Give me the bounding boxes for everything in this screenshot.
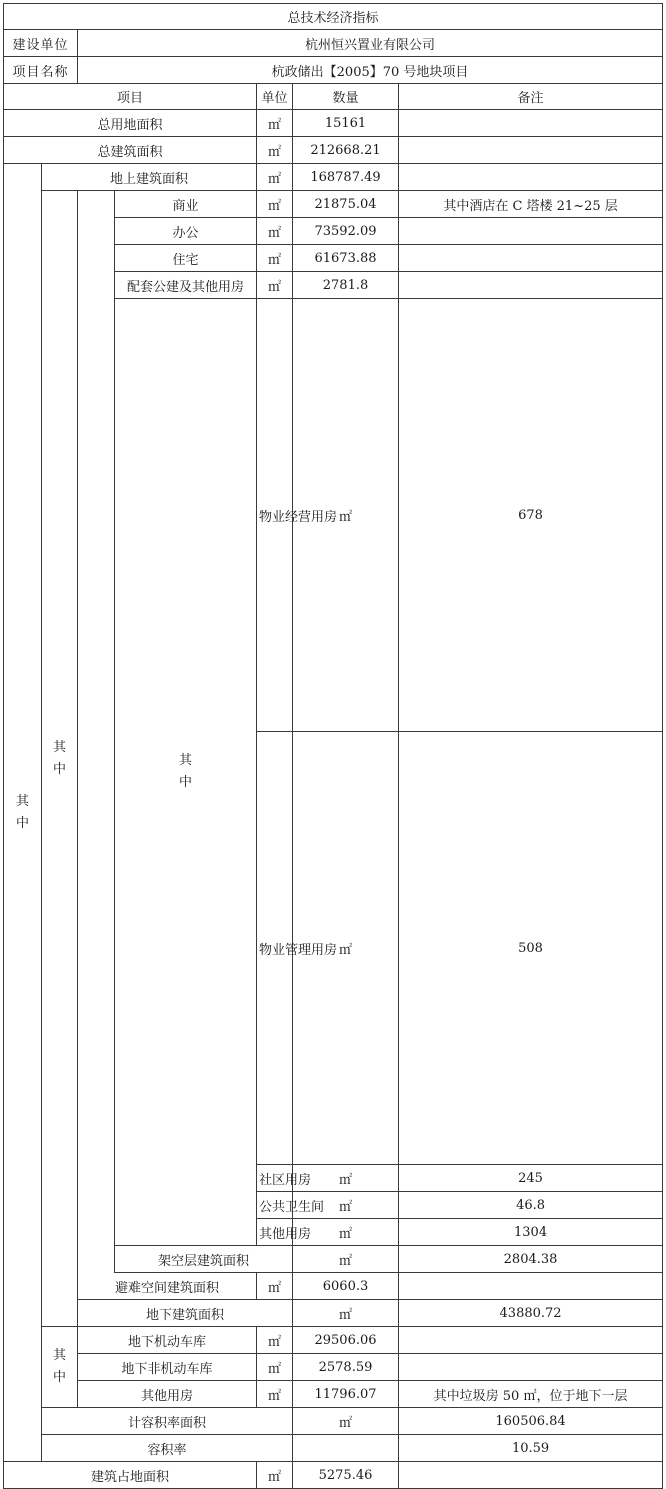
qty-cell: 212668.21 <box>293 137 399 164</box>
qty-cell: 29506.06 <box>293 1327 399 1354</box>
note-cell <box>399 218 663 245</box>
table-row <box>4 1462 663 1489</box>
unit-cell: ㎡ <box>257 1327 293 1354</box>
note-cell <box>399 1327 663 1354</box>
header-row <box>4 84 663 110</box>
header-unit: 单位 <box>257 84 293 110</box>
qty-cell: 1304 <box>399 1219 663 1246</box>
qty-cell: 5275.46 <box>293 1462 399 1489</box>
row-label: 其他用房 <box>78 1381 257 1408</box>
row-label: 公共卫生间 <box>257 1192 293 1219</box>
qty-cell: 160506.84 <box>399 1408 663 1435</box>
table-row <box>4 1381 663 1408</box>
group-label-outer: 其 中 <box>4 164 42 1462</box>
unit-cell: ㎡ <box>293 732 399 1165</box>
unit-cell: ㎡ <box>257 1381 293 1408</box>
row-label: 架空层建筑面积 <box>115 1246 293 1273</box>
note-cell <box>399 137 663 164</box>
note-cell: 其中酒店在 C 塔楼 21~25 层 <box>399 191 663 218</box>
title-row <box>4 4 663 30</box>
builder-row <box>4 30 663 57</box>
note-cell <box>399 272 663 299</box>
group-label-public: 其 中 <box>115 299 257 1246</box>
row-label: 物业经营用房 <box>257 299 293 732</box>
qty-cell: 46.8 <box>399 1192 663 1219</box>
table-row <box>4 1435 663 1462</box>
qty-cell: 43880.72 <box>399 1300 663 1327</box>
note-cell: 其中垃圾房 50 ㎡，位于地下一层 <box>399 1381 663 1408</box>
qty-cell: 2578.59 <box>293 1354 399 1381</box>
qty-cell: 2804.38 <box>399 1246 663 1273</box>
unit-cell: ㎡ <box>293 1219 399 1246</box>
note-cell <box>399 245 663 272</box>
table-row <box>4 1354 663 1381</box>
qty-cell: 61673.88 <box>293 245 399 272</box>
row-label: 配套公建及其他用房 <box>115 272 257 299</box>
group-label-under: 其 中 <box>42 1327 78 1408</box>
row-label: 商业 <box>115 191 257 218</box>
table-row <box>4 1327 663 1354</box>
table-row <box>4 137 663 164</box>
unit-cell: ㎡ <box>257 1462 293 1489</box>
table-row <box>4 1408 663 1435</box>
qty-cell: 73592.09 <box>293 218 399 245</box>
unit-cell: ㎡ <box>257 1354 293 1381</box>
technical-economic-indicators-table <box>3 3 663 1489</box>
spacer-cell <box>78 191 115 1273</box>
qty-cell: 21875.04 <box>293 191 399 218</box>
header-qty: 数量 <box>293 84 399 110</box>
row-label: 物业管理用房 <box>257 732 293 1165</box>
row-label: 社区用房 <box>257 1165 293 1192</box>
unit-cell: ㎡ <box>257 110 293 137</box>
row-label: 地下非机动车库 <box>78 1354 257 1381</box>
row-label: 建筑占地面积 <box>4 1462 257 1489</box>
unit-cell: ㎡ <box>293 1408 399 1435</box>
unit-cell: ㎡ <box>257 218 293 245</box>
row-label: 总用地面积 <box>4 110 257 137</box>
qty-cell: 11796.07 <box>293 1381 399 1408</box>
unit-cell: ㎡ <box>257 164 293 191</box>
qty-cell: 2781.8 <box>293 272 399 299</box>
project-label: 项目名称 <box>4 57 78 84</box>
table-row <box>4 1273 663 1300</box>
note-cell <box>399 1354 663 1381</box>
row-label: 地下建筑面积 <box>78 1300 293 1327</box>
table-row <box>4 191 663 218</box>
header-item: 项目 <box>4 84 257 110</box>
row-label: 容积率 <box>42 1435 293 1462</box>
row-label: 地下机动车库 <box>78 1327 257 1354</box>
unit-cell: ㎡ <box>293 1246 399 1273</box>
note-cell <box>399 1462 663 1489</box>
unit-cell <box>293 1435 399 1462</box>
unit-cell: ㎡ <box>257 272 293 299</box>
note-cell <box>399 1273 663 1300</box>
unit-cell: ㎡ <box>293 1192 399 1219</box>
row-label: 办公 <box>115 218 257 245</box>
unit-cell: ㎡ <box>293 1165 399 1192</box>
row-label: 避难空间建筑面积 <box>78 1273 257 1300</box>
builder-value: 杭州恒兴置业有限公司 <box>78 30 663 57</box>
note-cell <box>399 110 663 137</box>
qty-cell: 168787.49 <box>293 164 399 191</box>
row-label: 计容积率面积 <box>42 1408 293 1435</box>
project-value: 杭政储出【2005】70 号地块项目 <box>78 57 663 84</box>
unit-cell: ㎡ <box>257 245 293 272</box>
qty-cell: 6060.3 <box>293 1273 399 1300</box>
builder-label: 建设单位 <box>4 30 78 57</box>
unit-cell: ㎡ <box>293 1300 399 1327</box>
header-note: 备注 <box>399 84 663 110</box>
project-row <box>4 57 663 84</box>
unit-cell: ㎡ <box>257 191 293 218</box>
table-row <box>4 164 663 191</box>
unit-cell: ㎡ <box>293 299 399 732</box>
qty-cell: 15161 <box>293 110 399 137</box>
qty-cell: 245 <box>399 1165 663 1192</box>
table-row <box>4 110 663 137</box>
unit-cell: ㎡ <box>257 1273 293 1300</box>
qty-cell: 10.59 <box>399 1435 663 1462</box>
row-label: 总建筑面积 <box>4 137 257 164</box>
table-row <box>4 1300 663 1327</box>
row-label: 住宅 <box>115 245 257 272</box>
note-cell <box>399 164 663 191</box>
row-label: 地上建筑面积 <box>42 164 257 191</box>
group-label-above: 其 中 <box>42 191 78 1327</box>
row-label: 其他用房 <box>257 1219 293 1246</box>
unit-cell: ㎡ <box>257 137 293 164</box>
qty-cell: 508 <box>399 732 663 1165</box>
qty-cell: 678 <box>399 299 663 732</box>
table-title: 总技术经济指标 <box>4 4 663 30</box>
